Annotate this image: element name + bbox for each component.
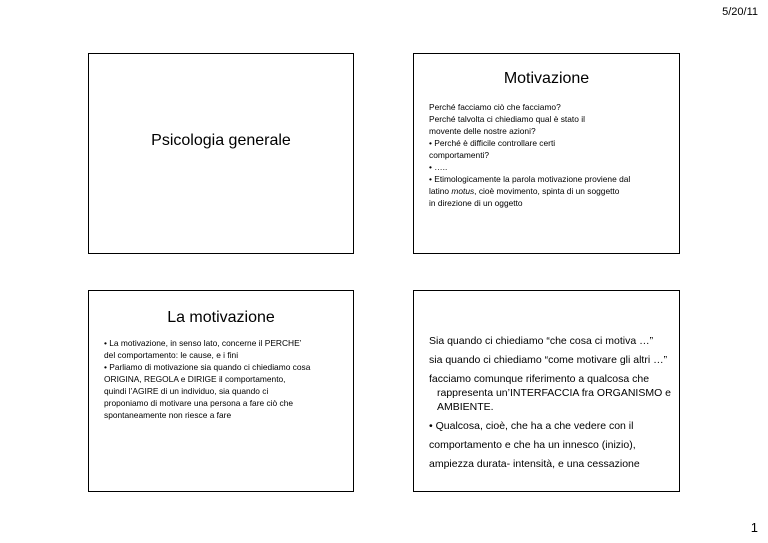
slide-3-line: del comportamento: le cause, e i fini (104, 350, 239, 360)
slide-4-paragraph: Sia quando ci chiediamo “che cosa ci motiva …” (429, 335, 654, 347)
slide-4-body (429, 334, 675, 476)
slide-3 (88, 290, 354, 492)
slide-4-paragraph: sia quando ci chiediamo “come motivare gli altri …” (429, 354, 668, 366)
slide-4 (413, 290, 680, 492)
slide-4-paragraph: ampiezza durata- intensità, e una cessazione (429, 458, 640, 470)
slide-4-paragraph: comportamento e che ha un innesco (inizio), (429, 439, 636, 451)
slide-2-line (429, 185, 674, 197)
slide-3-line: • Parliamo di motivazione sia quando ci chiediamo cosa (104, 362, 311, 372)
slide-1 (88, 53, 354, 254)
latino-text: latino (429, 186, 452, 196)
slide-2-body (429, 101, 674, 209)
motus-italic: motus (451, 186, 475, 196)
slide-2-title: Motivazione (503, 70, 590, 87)
movimento-text: , cioè movimento, spinta di un soggetto (474, 186, 620, 196)
slide-3-line: quindi l’AGIRE di un individuo, sia quando ci (104, 386, 269, 396)
slide-2-line: • Perché è difficile controllare certi (429, 138, 556, 148)
slide-1-title: Psicologia generale (151, 132, 291, 149)
slide-3-line: • La motivazione, in senso lato, concerne il PERCHE’ (104, 338, 302, 348)
slide-2-line: in direzione di un oggetto (429, 198, 523, 208)
slide-3-line: proponiamo di motivare una persona a fare ciò che (104, 398, 294, 408)
slide-3-body (104, 337, 349, 421)
slide-2-line: • Etimologicamente la parola motivazione proviene dal (429, 174, 631, 184)
slide-3-title: La motivazione (167, 309, 275, 326)
slide-3-line: ORIGINA, REGOLA e DIRIGE il comportamento, (104, 374, 286, 384)
slide-4-paragraph: facciamo comunque riferimento a qualcosa che rappresenta un’INTERFACCIA fra ORGANISMO e AMBIENTE. (429, 373, 671, 413)
header-date: 5/20/11 (722, 6, 758, 18)
slide-2-line: comportamenti? (429, 150, 490, 160)
slide-4-paragraph: • Qualcosa, cioè, che ha a che vedere con il (429, 420, 634, 432)
slide-2 (413, 53, 680, 254)
slide-2-line: movente delle nostre azioni? (429, 126, 536, 136)
slide-2-line: • ….. (429, 162, 448, 172)
slide-2-line: Perché talvolta ci chiediamo qual è stato il (429, 114, 585, 124)
slide-3-line: spontaneamente non riesce a fare (104, 410, 232, 420)
page-number: 1 (750, 520, 758, 535)
slide-2-line: Perché facciamo ciò che facciamo? (429, 102, 561, 112)
